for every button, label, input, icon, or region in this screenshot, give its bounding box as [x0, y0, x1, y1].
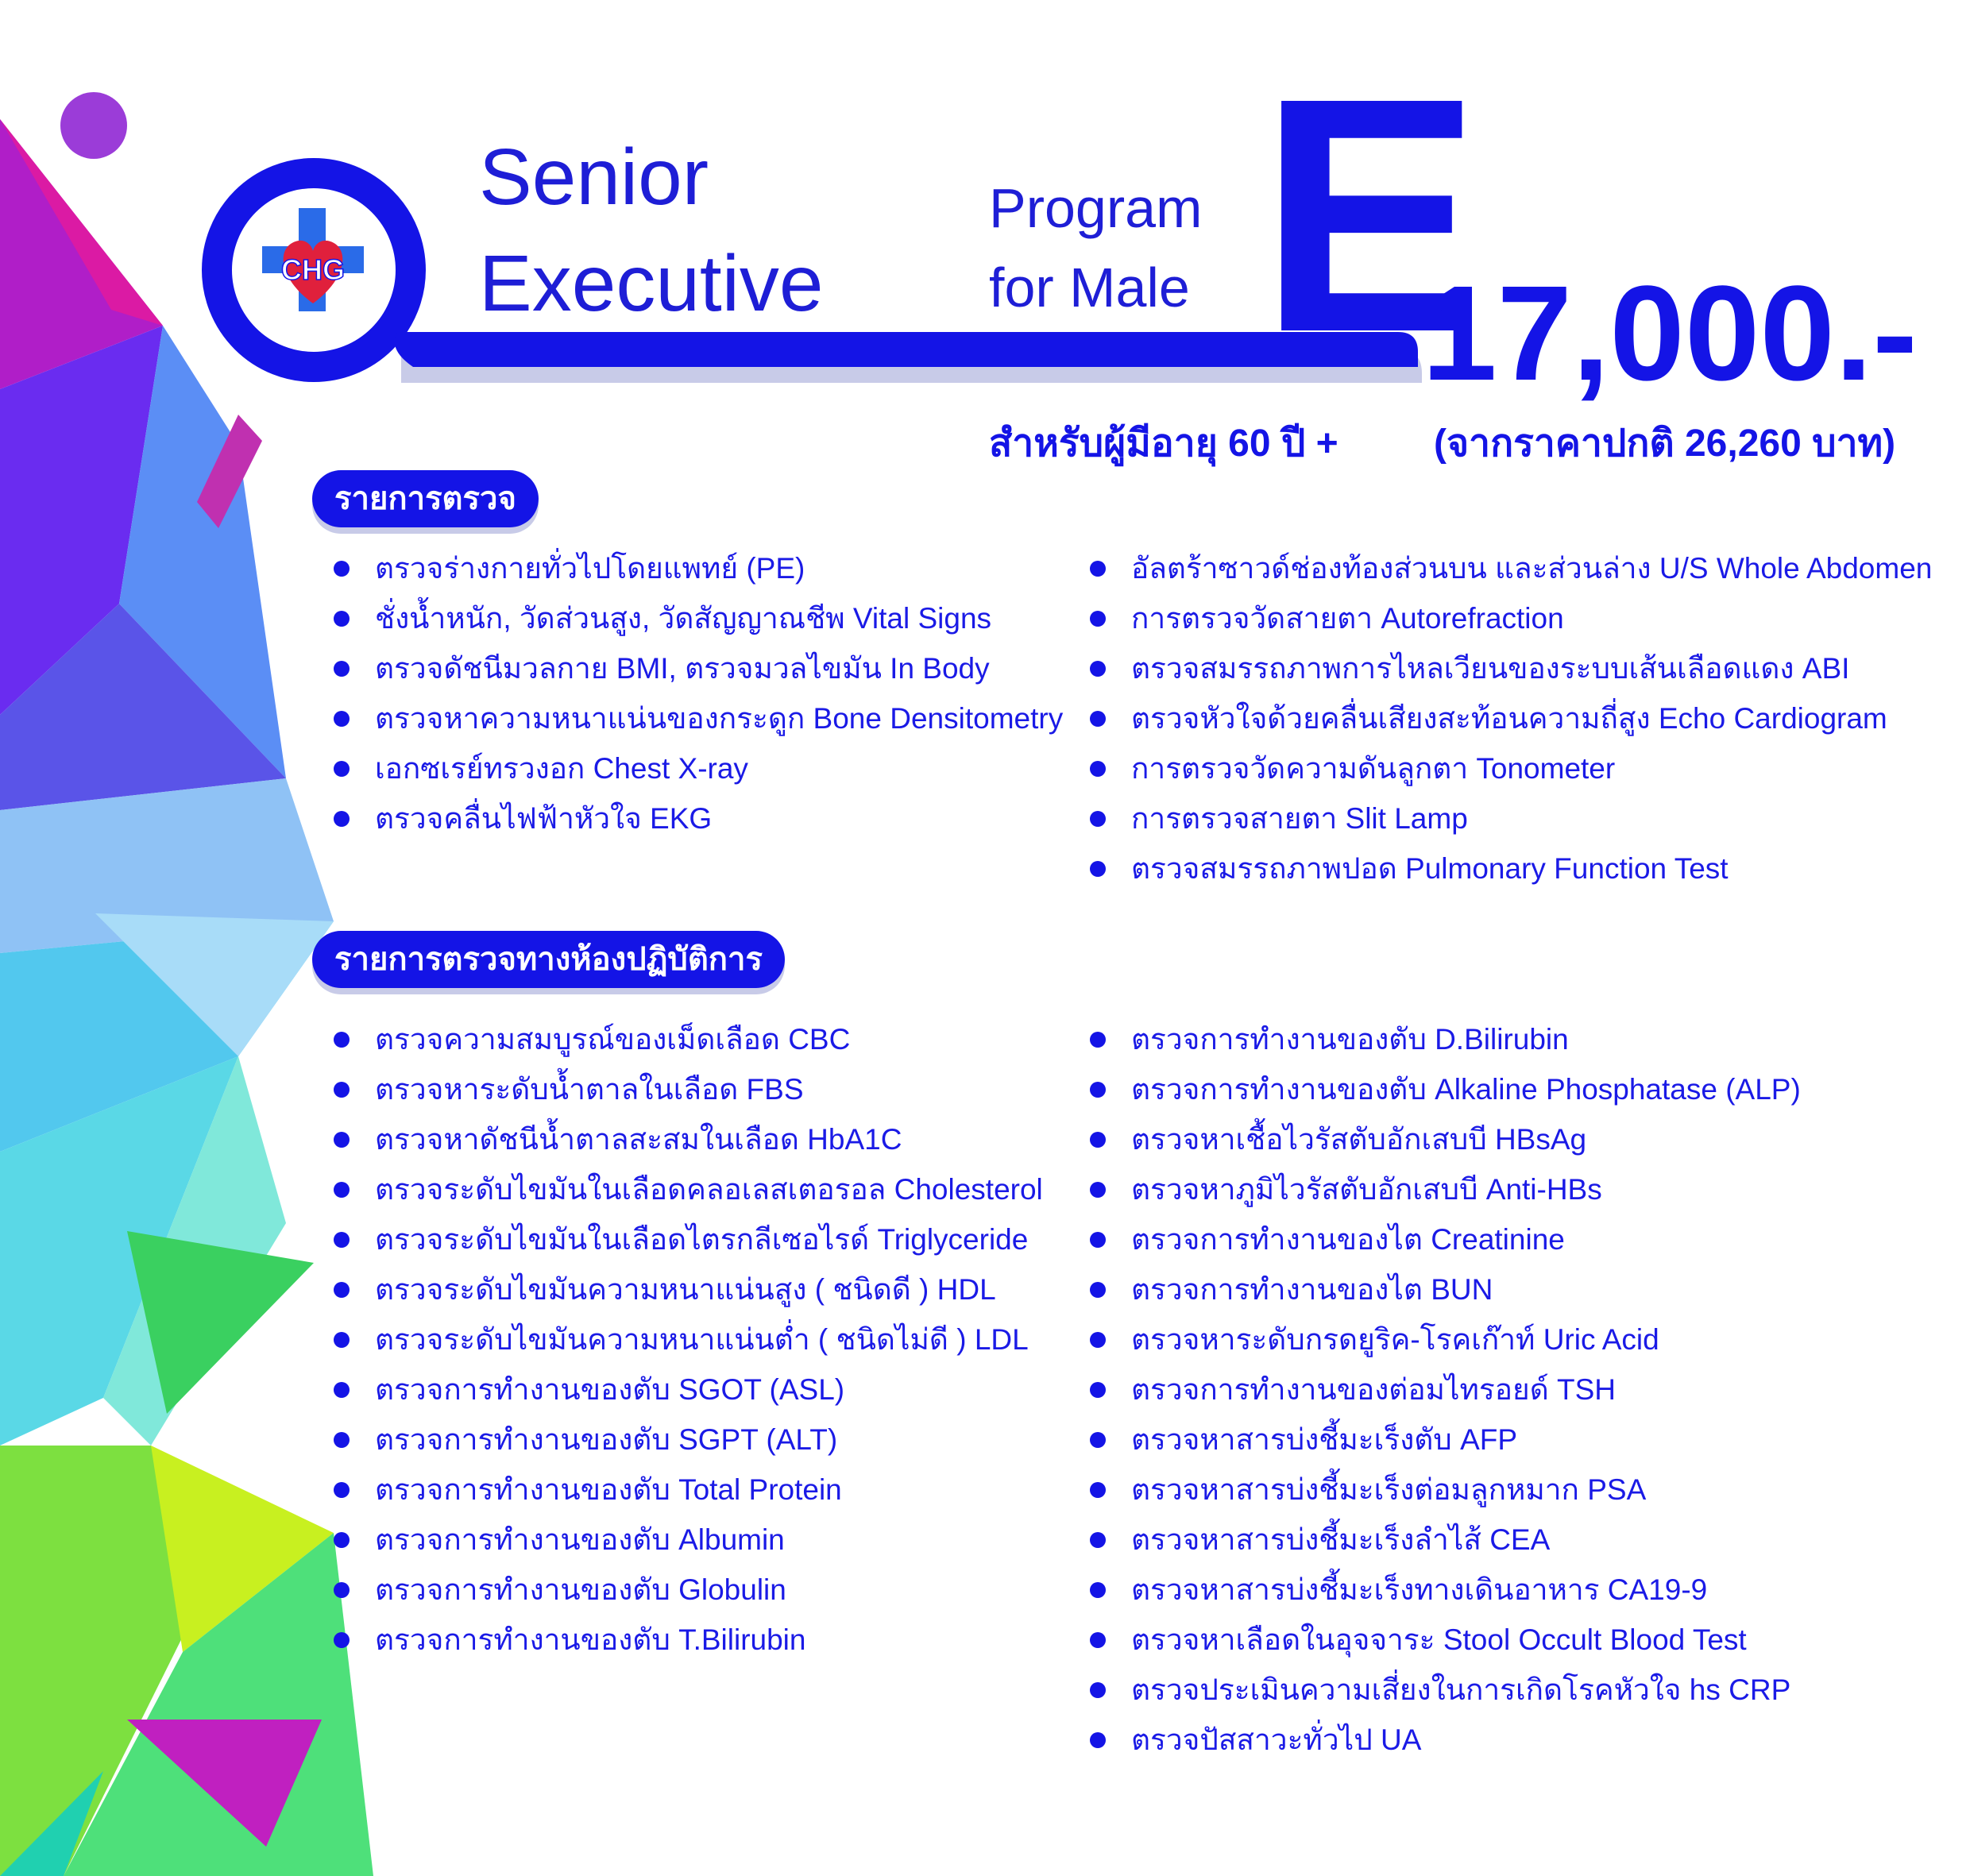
- list-item-text: ตรวจสมรรถภาพการไหลเวียนของระบบเส้นเลือดแดง ABI: [1131, 652, 1850, 685]
- list-item: [334, 1064, 1043, 1114]
- age-note: สำหรับผู้มีอายุ 60 ปี +: [989, 423, 1338, 465]
- bullet-icon: [1090, 1082, 1106, 1098]
- list-item: [334, 1415, 1043, 1465]
- list-item: [1090, 1064, 1801, 1114]
- bullet-icon: [334, 1232, 350, 1248]
- list-item-text: การตรวจวัดความดันลูกตา Tonometer: [1131, 752, 1616, 785]
- list-item-text: ตรวจการทำงานของต่อมไทรอยด์ TSH: [1131, 1373, 1617, 1406]
- list-item-text: ตรวจการทำงานของตับ Alkaline Phosphatase (ALP): [1131, 1073, 1801, 1106]
- list-item: [1090, 693, 1932, 743]
- list-item: [334, 793, 1063, 843]
- bullet-icon: [1090, 811, 1106, 827]
- list-item: [1090, 793, 1932, 843]
- list-item-text: ตรวจการทำงานของตับ T.Bilirubin: [375, 1623, 806, 1656]
- list-item: [1090, 1465, 1801, 1515]
- list-item-text: ตรวจการทำงานของไต BUN: [1131, 1273, 1493, 1306]
- list-item-text: ตรวจการทำงานของไต Creatinine: [1131, 1223, 1565, 1256]
- bullet-icon: [1090, 1682, 1106, 1698]
- list-item-text: ตรวจหาสารบ่งชี้มะเร็งตับ AFP: [1131, 1423, 1518, 1456]
- bullet-icon: [1090, 1182, 1106, 1198]
- bullet-icon: [334, 711, 350, 727]
- list-item: [1090, 743, 1932, 793]
- program-line-1: Program: [989, 177, 1203, 239]
- list-item: [334, 1515, 1043, 1565]
- list-item: [334, 1314, 1043, 1365]
- list-item-text: ตรวจหาระดับกรดยูริค-โรคเก๊าท์ Uric Acid: [1131, 1323, 1659, 1356]
- bullet-icon: [334, 1582, 350, 1598]
- program-letter: E: [1259, 29, 1482, 402]
- list-item: [1090, 1565, 1801, 1615]
- bullet-icon: [1090, 861, 1106, 877]
- list-item: [334, 643, 1063, 693]
- list-item: [1090, 1264, 1801, 1314]
- bullet-icon: [1090, 1632, 1106, 1648]
- bullet-icon: [334, 661, 350, 677]
- bullet-icon: [1090, 1282, 1106, 1298]
- list-item: [1090, 1365, 1801, 1415]
- list-item-text: ตรวจความสมบูรณ์ของเม็ดเลือด CBC: [375, 1023, 851, 1056]
- bullet-icon: [334, 761, 350, 777]
- bullet-icon: [1090, 1332, 1106, 1348]
- list-item-text: อัลตร้าซาวด์ช่องท้องส่วนบน และส่วนล่าง U/S Whole Abdomen: [1131, 552, 1933, 585]
- list-item: [334, 1565, 1043, 1615]
- bullet-icon: [1090, 1532, 1106, 1548]
- bullet-icon: [1090, 1432, 1106, 1448]
- bullet-icon: [1090, 1482, 1106, 1498]
- list-item-text: ตรวจระดับไขมันในเลือดไตรกลีเซอไรด์ Triglyceride: [375, 1223, 1029, 1256]
- list-item-text: ตรวจหาความหนาแน่นของกระดูก Bone Densitometry: [375, 702, 1064, 735]
- list-item-text: ชั่งน้ำหนัก, วัดส่วนสูง, วัดสัญญาณชีพ Vital Signs: [375, 602, 992, 635]
- list-item-text: ตรวจการทำงานของตับ Total Protein: [375, 1473, 842, 1506]
- section-title-exam: รายการตรวจ: [312, 470, 539, 527]
- lab-list-right: [1090, 1014, 1801, 1765]
- list-item: [1090, 1214, 1801, 1264]
- list-item: [334, 1264, 1043, 1314]
- list-item-text: ตรวจหาดัชนีน้ำตาลสะสมในเลือด HbA1C: [375, 1123, 902, 1156]
- bullet-icon: [334, 1282, 350, 1298]
- list-item-text: ตรวจระดับไขมันในเลือดคลอเลสเตอรอล Cholesterol: [375, 1173, 1043, 1206]
- bullet-icon: [1090, 1032, 1106, 1048]
- list-item-text: ตรวจระดับไขมันความหนาแน่นสูง ( ชนิดดี ) HDL: [375, 1273, 996, 1306]
- list-item: [1090, 1615, 1801, 1665]
- list-item: [334, 1214, 1043, 1264]
- bullet-icon: [334, 1132, 350, 1148]
- exam-list-right: [1090, 543, 1932, 894]
- chg-logo: [262, 208, 364, 311]
- list-item: [1090, 1164, 1801, 1214]
- bullet-icon: [1090, 1582, 1106, 1598]
- exam-list-left: [334, 543, 1063, 843]
- list-item-text: ตรวจการทำงานของตับ Albumin: [375, 1523, 785, 1556]
- price: 17,000.-: [1422, 258, 1918, 409]
- list-item-text: ตรวจคลื่นไฟฟ้าหัวใจ EKG: [375, 802, 713, 835]
- list-item-text: การตรวจสายตา Slit Lamp: [1131, 802, 1468, 835]
- bullet-icon: [334, 811, 350, 827]
- title-line-1: Senior: [479, 133, 709, 222]
- list-item-text: ตรวจการทำงานของตับ D.Bilirubin: [1131, 1023, 1569, 1056]
- bullet-icon: [334, 1182, 350, 1198]
- list-item: [334, 1365, 1043, 1415]
- list-item: [334, 1164, 1043, 1214]
- lab-list-left: [334, 1014, 1043, 1665]
- bullet-icon: [334, 1032, 350, 1048]
- bullet-icon: [334, 611, 350, 627]
- bullet-icon: [1090, 711, 1106, 727]
- list-item: [334, 543, 1063, 593]
- list-item-text: ตรวจหาภูมิไวรัสตับอักเสบบี Anti-HBs: [1131, 1173, 1602, 1206]
- list-item: [334, 1114, 1043, 1164]
- list-item: [1090, 643, 1932, 693]
- list-item-text: ตรวจหาสารบ่งชี้มะเร็งลำไส้ CEA: [1131, 1523, 1551, 1556]
- list-item-text: ตรวจหัวใจด้วยคลื่นเสียงสะท้อนความถี่สูง Echo Cardiogram: [1131, 702, 1887, 735]
- bullet-icon: [334, 1432, 350, 1448]
- list-item-text: ตรวจหาสารบ่งชี้มะเร็งต่อมลูกหมาก PSA: [1131, 1473, 1647, 1506]
- list-item: [1090, 593, 1932, 643]
- section-title-lab: รายการตรวจทางห้องปฏิบัติการ: [312, 931, 785, 988]
- list-item-text: ตรวจปัสสาวะทั่วไป UA: [1131, 1724, 1422, 1756]
- title-line-2: Executive: [479, 239, 824, 328]
- list-item: [334, 593, 1063, 643]
- list-item: [1090, 1515, 1801, 1565]
- list-item-text: ตรวจการทำงานของตับ Globulin: [375, 1573, 786, 1606]
- bullet-icon: [334, 1482, 350, 1498]
- list-item: [1090, 1014, 1801, 1064]
- list-item-text: การตรวจวัดสายตา Autorefraction: [1131, 602, 1564, 635]
- bullet-icon: [334, 1382, 350, 1398]
- bullet-icon: [334, 1332, 350, 1348]
- list-item: [334, 1465, 1043, 1515]
- list-item-text: ตรวจหาเลือดในอุจจาระ Stool Occult Blood Test: [1131, 1623, 1747, 1656]
- bullet-icon: [334, 1632, 350, 1648]
- bullet-icon: [1090, 761, 1106, 777]
- regular-price-note: (จากราคาปกติ 26,260 บาท): [1434, 423, 1896, 465]
- list-item-text: เอกซเรย์ทรวงอก Chest X-ray: [375, 752, 748, 785]
- list-item: [1090, 843, 1932, 894]
- bullet-icon: [1090, 1132, 1106, 1148]
- list-item: [1090, 543, 1932, 593]
- list-item-text: ตรวจสมรรถภาพปอด Pulmonary Function Test: [1131, 852, 1729, 885]
- list-item: [1090, 1715, 1801, 1765]
- list-item: [1090, 1314, 1801, 1365]
- decor-circle: [60, 92, 127, 159]
- bullet-icon: [1090, 611, 1106, 627]
- list-item: [334, 693, 1063, 743]
- bullet-icon: [1090, 1382, 1106, 1398]
- list-item-text: ตรวจหาเชื้อไวรัสตับอักเสบบี HBsAg: [1131, 1123, 1587, 1156]
- list-item: [334, 1014, 1043, 1064]
- list-item-text: ตรวจหาสารบ่งชี้มะเร็งทางเดินอาหาร CA19-9: [1131, 1573, 1708, 1606]
- list-item: [334, 1615, 1043, 1665]
- list-item: [1090, 1114, 1801, 1164]
- list-item-text: ตรวจร่างกายทั่วไปโดยแพทย์ (PE): [375, 552, 805, 585]
- bullet-icon: [1090, 1232, 1106, 1248]
- program-line-2: for Male: [989, 257, 1190, 318]
- bullet-icon: [1090, 1732, 1106, 1748]
- list-item-text: ตรวจการทำงานของตับ SGOT (ASL): [375, 1373, 845, 1406]
- bullet-icon: [1090, 661, 1106, 677]
- bullet-icon: [334, 1532, 350, 1548]
- list-item-text: ตรวจการทำงานของตับ SGPT (ALT): [375, 1423, 838, 1456]
- chg-logo-text: CHG: [281, 253, 345, 286]
- list-item-text: ตรวจประเมินความเสี่ยงในการเกิดโรคหัวใจ hs CRP: [1131, 1673, 1791, 1706]
- list-item: [334, 743, 1063, 793]
- bullet-icon: [1090, 561, 1106, 577]
- bullet-icon: [334, 561, 350, 577]
- list-item-text: ตรวจดัชนีมวลกาย BMI, ตรวจมวลไขมัน In Body: [375, 652, 990, 685]
- list-item: [1090, 1665, 1801, 1715]
- list-item-text: ตรวจหาระดับน้ำตาลในเลือด FBS: [375, 1073, 804, 1106]
- list-item: [1090, 1415, 1801, 1465]
- list-item-text: ตรวจระดับไขมันความหนาแน่นต่ำ ( ชนิดไม่ดี ) LDL: [375, 1323, 1029, 1356]
- bullet-icon: [334, 1082, 350, 1098]
